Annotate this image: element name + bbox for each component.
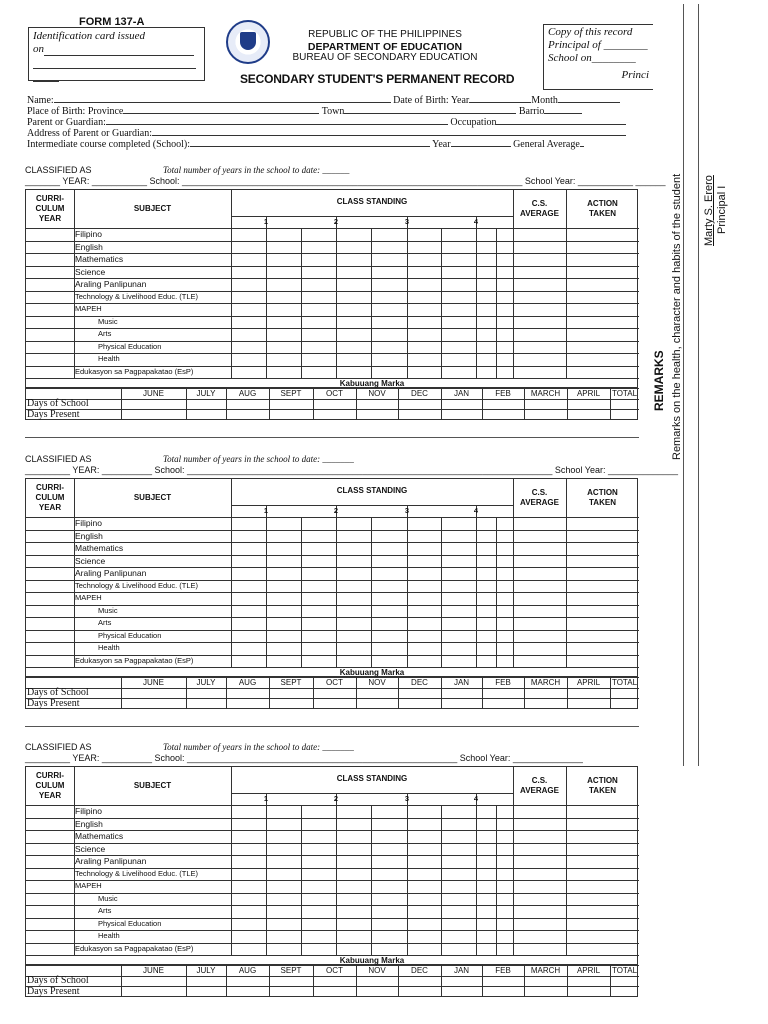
year-section-3: CLASSIFIED AS Total number of years in the school to date: _______ _________ YEAR: __________ School: ______________________________________________________ School Year: ______________ CURRI- CULUM YEAR SUBJECT CLASS STANDING 1 2 3 4 C.S. AVERAGE ACTION TAKEN Filipino English Mathematics Science Araling Panlipunan Technology & Livelihood Educ. (TLE) MAPEH Music Arts Physical Education Health Edukasyon sa Pagpapakatao (EsP) Kabuuang Marka JUNE JULY AUG SEPT OCT NOV DEC JAN FEB MARCH APRIL TOTAL Days of School Days Present — [25, 742, 638, 997]
table-hline — [26, 303, 639, 304]
record-title: SECONDARY STUDENT'S PERMANENT RECORD — [240, 72, 515, 86]
month-header: AUG — [238, 678, 257, 687]
table-vline — [231, 767, 232, 955]
deped-seal-icon — [226, 20, 270, 64]
month-header: APRIL — [576, 966, 601, 975]
year-section-1: CLASSIFIED AS Total number of years in the school to date: ______ _______ YEAR: ___________ School: ____________________________________________________________________ School Year: ___________ ______ CURRI- CULUM YEAR SUBJECT CLASS STANDING 1 2 3 4 C.S. AVERAGE ACTION TAKEN Filipino English Mathematics Science Araling Panlipunan Technology & Livelihood Educ. (TLE) MAPEH Music Arts Physical Education Health Edukasyon sa Pagpapakatao (EsP) Kabuuang Marka JUNE JULY AUG SEPT OCT NOV DEC JAN FEB MARCH APRIL TOTAL Days of School Days Present — [25, 165, 666, 420]
curr-year-line: CURRI- — [36, 771, 64, 780]
action-taken-header — [566, 776, 639, 796]
total-years-label: Total number of years in the school to date: _______ — [163, 742, 354, 752]
grades-table — [25, 189, 638, 420]
curriculum-year-header — [26, 483, 74, 513]
table-hline — [26, 328, 639, 329]
month-label: Month — [531, 95, 558, 106]
school-year-label: School Year: — [459, 753, 511, 763]
table-vline — [231, 479, 232, 667]
subject-name: MAPEH — [75, 593, 102, 602]
republic-line: REPUBLIC OF THE PHILIPPINES — [308, 29, 462, 40]
signer-name: Marty S. Erero — [703, 175, 715, 246]
month-header: AUG — [238, 389, 257, 398]
month-header: FEB — [495, 389, 511, 398]
action-taken-header — [566, 199, 639, 219]
month-header: TOTAL — [611, 966, 638, 975]
curr-year-line: CULUM — [35, 493, 65, 502]
quarter-header: 1 — [263, 506, 269, 515]
remarks-vline — [698, 4, 699, 766]
quarter-header: 4 — [473, 506, 479, 515]
month-header: JAN — [453, 389, 470, 398]
subject-name: Technology & Livelihood Educ. (TLE) — [75, 580, 198, 590]
month-header: APRIL — [576, 678, 601, 687]
table-hline — [26, 517, 639, 518]
month-header: OCT — [326, 678, 343, 687]
attendance-table — [25, 677, 638, 709]
quarter-header: 3 — [404, 217, 410, 226]
month-header: MARCH — [530, 389, 561, 398]
days-of-school-label: Days of School — [27, 687, 89, 698]
month-header: FEB — [495, 678, 511, 687]
month-header: DEC — [411, 678, 428, 687]
school-label: School: — [154, 465, 185, 475]
action-taken-header — [566, 488, 639, 508]
curr-year-line: YEAR — [38, 503, 62, 512]
subject-name: Arts — [98, 329, 112, 338]
copy-line-3: School on________ — [548, 52, 636, 64]
occupation-label: Occupation — [450, 117, 497, 128]
dob-year-field[interactable] — [469, 94, 531, 103]
id-card-label: Identification card issued — [33, 30, 146, 42]
cs-average-line: C.S. — [531, 776, 548, 785]
barrio-field[interactable] — [544, 105, 582, 114]
subject-name: Filipino — [75, 229, 102, 239]
month-header: JULY — [196, 389, 216, 398]
signer-title: Principal I — [716, 185, 728, 234]
kabuuang-marka-label: Kabuuang Marka — [339, 955, 405, 965]
cs-average-line: AVERAGE — [520, 786, 559, 795]
subject-name: Health — [98, 354, 120, 363]
gen-avg-label: General Average — [513, 139, 580, 150]
school-year-label: School Year: — [524, 176, 576, 186]
gen-avg-field[interactable] — [580, 138, 584, 147]
school-label: School: — [149, 176, 180, 186]
quarter-header: 2 — [333, 506, 339, 515]
subject-header: SUBJECT — [133, 781, 172, 790]
days-of-school-label: Days of School — [27, 975, 89, 986]
classified-label: CLASSIFIED AS — [25, 454, 92, 464]
subject-name: Mathematics — [75, 543, 124, 553]
table-hline — [26, 843, 639, 844]
table-hline — [26, 241, 639, 242]
curr-year-line: CULUM — [35, 204, 65, 213]
table-hline — [26, 617, 639, 618]
dob-month-field[interactable] — [558, 94, 620, 103]
subject-name: Edukasyon sa Pagpapakatao (EsP) — [75, 366, 194, 376]
month-header: APRIL — [576, 389, 601, 398]
action-taken-line: TAKEN — [589, 498, 616, 507]
month-header: DEC — [411, 966, 428, 975]
curr-year-line: YEAR — [38, 214, 62, 223]
year-section-2: CLASSIFIED AS Total number of years in the school to date: _______ _________ YEAR: __________ School: _________________________________________________________________________ School Year: ______________ CURRI- CULUM YEAR SUBJECT CLASS STANDING 1 2 3 4 C.S. AVERAGE ACTION TAKEN Filipino English Mathematics Science Araling Panlipunan Technology & Livelihood Educ. (TLE) MAPEH Music Arts Physical Education Health Edukasyon sa Pagpapakatao (EsP) Kabuuang Marka JUNE JULY AUG SEPT OCT NOV DEC JAN FEB MARCH APRIL TOTAL Days of School Days Present — [25, 454, 679, 709]
year-label: YEAR: — [72, 753, 100, 763]
occupation-field[interactable] — [496, 116, 626, 125]
cs-average-line: C.S. — [531, 488, 548, 497]
quarter-header: 2 — [333, 794, 339, 803]
subject-name: Arts — [98, 906, 112, 915]
name-row — [27, 94, 620, 105]
subject-name: English — [75, 530, 103, 541]
subject-name: Physical Education — [98, 630, 162, 640]
subject-name: MAPEH — [75, 304, 102, 313]
attendance-hline — [26, 409, 639, 410]
remarks-heading: REMARKS — [652, 350, 666, 411]
subject-name: Mathematics — [75, 254, 124, 264]
course-label: Intermediate course completed (School): — [27, 139, 190, 150]
parent-label: Parent or Guardian: — [27, 117, 106, 128]
month-header: NOV — [368, 678, 386, 687]
quarter-header: 2 — [333, 217, 339, 226]
grades-table — [25, 478, 638, 709]
month-header: SEPT — [280, 678, 302, 687]
curriculum-year-header — [26, 771, 74, 801]
name-field[interactable] — [54, 94, 391, 103]
remarks-subtitle: Remarks on the health, character and habits of the student — [671, 173, 683, 460]
address-label: Address of Parent or Guardian: — [27, 128, 152, 139]
id-on-field[interactable] — [44, 46, 194, 56]
subject-name: Technology & Livelihood Educ. (TLE) — [75, 291, 198, 301]
table-hline — [26, 555, 639, 556]
subject-name: Health — [98, 643, 120, 652]
town-field[interactable] — [344, 105, 516, 114]
dob-label: Date of Birth: Year — [393, 95, 470, 106]
month-header: JAN — [453, 966, 470, 975]
subject-name: Araling Panlipunan — [75, 568, 147, 578]
month-header: MARCH — [530, 966, 561, 975]
month-header: MARCH — [530, 678, 561, 687]
subject-name: Araling Panlipunan — [75, 856, 147, 866]
month-header: SEPT — [280, 966, 302, 975]
cs-average-header — [513, 488, 566, 508]
copy-line-1: Copy of this record — [548, 26, 633, 38]
class-standing-header: CLASS STANDING — [336, 486, 408, 495]
month-header: SEPT — [280, 389, 302, 398]
place-row — [27, 105, 582, 116]
subject-name: English — [75, 818, 103, 829]
id-card-box — [28, 27, 205, 81]
classified-label: CLASSIFIED AS — [25, 165, 92, 175]
parent-field[interactable] — [106, 116, 448, 125]
attendance-hline — [26, 399, 639, 400]
table-hline — [26, 818, 639, 819]
table-hline — [26, 805, 639, 806]
month-header: NOV — [368, 966, 386, 975]
province-field[interactable] — [123, 105, 319, 114]
cs-average-header — [513, 776, 566, 796]
subject-name: Filipino — [75, 806, 102, 816]
total-years-label: Total number of years in the school to date: _______ — [163, 454, 354, 464]
grades-table — [25, 766, 638, 997]
table-vline — [231, 190, 232, 378]
subject-name: Araling Panlipunan — [75, 279, 147, 289]
course-field[interactable] — [190, 138, 430, 147]
subject-name: Music — [98, 316, 118, 326]
subject-header: SUBJECT — [133, 493, 172, 502]
attendance-hline — [26, 986, 639, 987]
name-label: Name: — [27, 95, 54, 106]
form-header — [0, 0, 768, 92]
school-label: School: — [154, 753, 185, 763]
quarter-header: 3 — [404, 794, 410, 803]
month-header: JUNE — [143, 678, 164, 687]
year-label: YEAR: — [72, 465, 100, 475]
school-year-label: School Year: — [554, 465, 606, 475]
quarter-header: 1 — [263, 794, 269, 803]
curriculum-year-header — [26, 194, 74, 224]
place-label: Place of Birth: Province — [27, 106, 124, 117]
curr-year-line: CULUM — [35, 781, 65, 790]
month-header: TOTAL — [611, 678, 638, 687]
subject-name: Physical Education — [98, 918, 162, 928]
curr-year-line: CURRI- — [36, 483, 64, 492]
table-hline — [26, 905, 639, 906]
copy-line-2: Principal of ________ — [548, 39, 648, 51]
subject-name: Physical Education — [98, 341, 162, 351]
action-taken-line: ACTION — [587, 776, 618, 785]
subject-name: Science — [75, 266, 106, 277]
course-year-field[interactable] — [451, 138, 511, 147]
section-divider — [25, 437, 639, 438]
kabuuang-marka-label: Kabuuang Marka — [339, 667, 405, 677]
id-line-2[interactable] — [33, 59, 196, 69]
remarks-vline — [683, 4, 684, 766]
subject-name: Arts — [98, 618, 112, 627]
month-header: OCT — [326, 389, 343, 398]
month-header: JUNE — [143, 966, 164, 975]
id-line-3[interactable] — [33, 72, 59, 82]
subject-header: SUBJECT — [133, 204, 172, 213]
subject-name: Filipino — [75, 518, 102, 528]
subject-name: Technology & Livelihood Educ. (TLE) — [75, 868, 198, 878]
section-divider — [25, 726, 639, 727]
total-years-label: Total number of years in the school to date: ______ — [163, 165, 350, 175]
id-on-label: on — [33, 43, 44, 55]
form-number: FORM 137-A — [79, 16, 145, 28]
attendance-hline — [26, 976, 639, 977]
attendance-hline — [26, 698, 639, 699]
month-header: JULY — [196, 966, 216, 975]
month-header: OCT — [326, 966, 343, 975]
curr-year-line: YEAR — [38, 791, 62, 800]
bureau-line: BUREAU OF SECONDARY EDUCATION — [292, 52, 478, 63]
quarter-header: 4 — [473, 217, 479, 226]
month-header: NOV — [368, 389, 386, 398]
attendance-table — [25, 388, 638, 420]
attendance-table — [25, 965, 638, 997]
table-hline — [26, 530, 639, 531]
subject-name: Mathematics — [75, 831, 124, 841]
subject-name: Science — [75, 843, 106, 854]
action-taken-line: ACTION — [587, 199, 618, 208]
copy-signature: Princi — [621, 69, 649, 81]
month-header: DEC — [411, 389, 428, 398]
cs-average-line: C.S. — [531, 199, 548, 208]
cs-average-line: AVERAGE — [520, 209, 559, 218]
classified-label: CLASSIFIED AS — [25, 742, 92, 752]
department-line: DEPARTMENT OF EDUCATION — [307, 41, 463, 53]
month-header: JUNE — [143, 389, 164, 398]
quarter-header: 1 — [263, 217, 269, 226]
year-label: YEAR: — [62, 176, 90, 186]
subject-name: Science — [75, 555, 106, 566]
subject-name: Music — [98, 605, 118, 615]
town-label: Town — [321, 106, 345, 117]
subject-name: Edukasyon sa Pagpapakatao (EsP) — [75, 655, 194, 665]
table-hline — [26, 228, 639, 229]
subject-name: Music — [98, 893, 118, 903]
days-present-label: Days Present — [27, 986, 80, 997]
month-header: TOTAL — [611, 389, 638, 398]
month-header: FEB — [495, 966, 511, 975]
subject-name: Edukasyon sa Pagpapakatao (EsP) — [75, 943, 194, 953]
class-standing-header: CLASS STANDING — [336, 774, 408, 783]
table-hline — [26, 266, 639, 267]
days-of-school-label: Days of School — [27, 398, 89, 409]
year-label: Year — [432, 139, 451, 150]
cs-average-line: AVERAGE — [520, 498, 559, 507]
course-row — [27, 138, 584, 149]
address-field[interactable] — [152, 127, 626, 136]
curr-year-line: CURRI- — [36, 194, 64, 203]
subject-name: Health — [98, 931, 120, 940]
action-taken-line: ACTION — [587, 488, 618, 497]
month-header: AUG — [238, 966, 257, 975]
quarter-header: 3 — [404, 506, 410, 515]
class-standing-header: CLASS STANDING — [336, 197, 408, 206]
kabuuang-marka-label: Kabuuang Marka — [339, 378, 405, 388]
days-present-label: Days Present — [27, 409, 80, 420]
subject-name: MAPEH — [75, 881, 102, 890]
cs-average-header — [513, 199, 566, 219]
quarter-header: 4 — [473, 794, 479, 803]
parent-row — [27, 116, 626, 127]
copy-certification-box — [543, 24, 653, 90]
address-row — [27, 127, 626, 138]
action-taken-line: TAKEN — [589, 786, 616, 795]
month-header: JULY — [196, 678, 216, 687]
table-hline — [26, 592, 639, 593]
days-present-label: Days Present — [27, 698, 80, 709]
table-hline — [26, 880, 639, 881]
subject-name: English — [75, 241, 103, 252]
month-header: JAN — [453, 678, 470, 687]
attendance-hline — [26, 688, 639, 689]
barrio-label: Barrio — [518, 106, 545, 117]
action-taken-line: TAKEN — [589, 209, 616, 218]
